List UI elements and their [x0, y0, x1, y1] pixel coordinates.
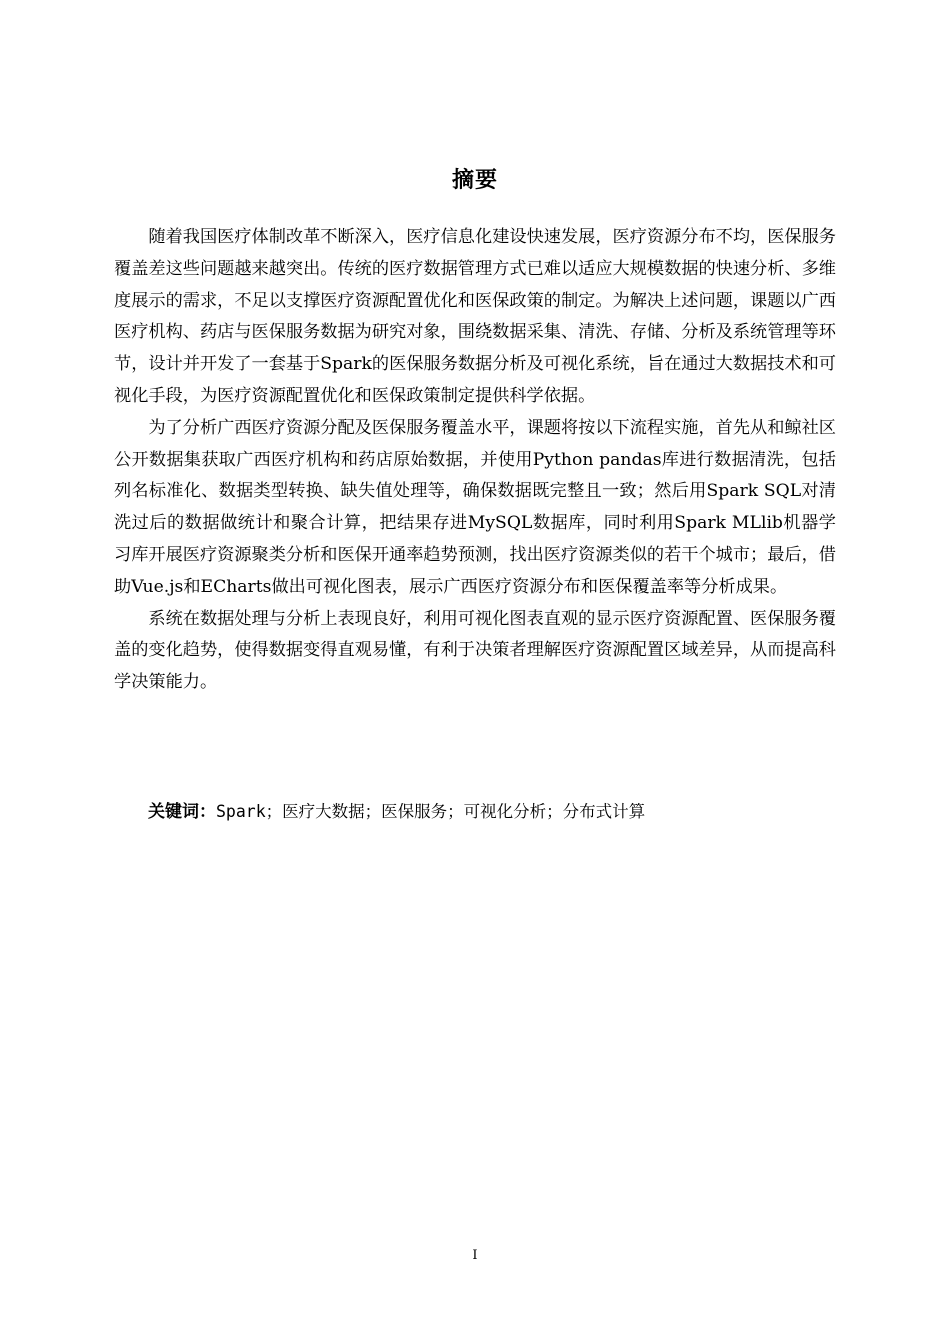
abstract-paragraph-2: 为了分析广西医疗资源分配及医保服务覆盖水平，课题将按以下流程实施，首先从和鲸社区公开数据集获取广西医疗机构和药店原始数据，并使用Python pandas库进行数据清洗，包括列名标准化、数据类型转换、缺失值处理等，确保数据既完整且一致；然后用Spark SQL对清洗过后的数据做统计和聚合计算，把结果存进MySQL数据库，同时利用Spark MLlib机器学习库开展医疗资源聚类分析和医保开通率趋势预测，找出医疗资源类似的若干个城市；最后，借助Vue.js和ECharts做出可视化图表，展示广西医疗资源分布和医保覆盖率等分析成果。 — [114, 417, 836, 597]
keywords-value: Spark；医疗大数据；医保服务；可视化分析；分布式计算 — [216, 802, 646, 821]
keywords-line — [148, 796, 836, 828]
abstract-paragraph-1: 随着我国医疗体制改革不断深入，医疗信息化建设快速发展，医疗资源分布不均，医保服务覆盖差这些问题越来越突出。传统的医疗数据管理方式已难以适应大规模数据的快速分析、多维度展示的需求，不足以支撑医疗资源配置优化和医保政策的制定。为解决上述问题，课题以广西医疗机构、药店与医保服务数据为研究对象，围绕数据采集、清洗、存储、分析及系统管理等环节，设计并开发了一套基于Spark的医保服务数据分析及可视化系统，旨在通过大数据技术和可视化手段，为医疗资源配置优化和医保政策制定提供科学依据。 — [114, 227, 836, 406]
keywords-label: 关键词： — [148, 802, 216, 822]
abstract-paragraph-3: 系统在数据处理与分析上表现良好，利用可视化图表直观的显示医疗资源配置、医保服务覆盖的变化趋势，使得数据变得直观易懂，有利于决策者理解医疗资源配置区域差异，从而提高科学决策能力。 — [114, 608, 836, 693]
abstract-body — [114, 222, 836, 699]
abstract-title: 摘要 — [451, 168, 498, 193]
page-number: I — [472, 1248, 478, 1263]
